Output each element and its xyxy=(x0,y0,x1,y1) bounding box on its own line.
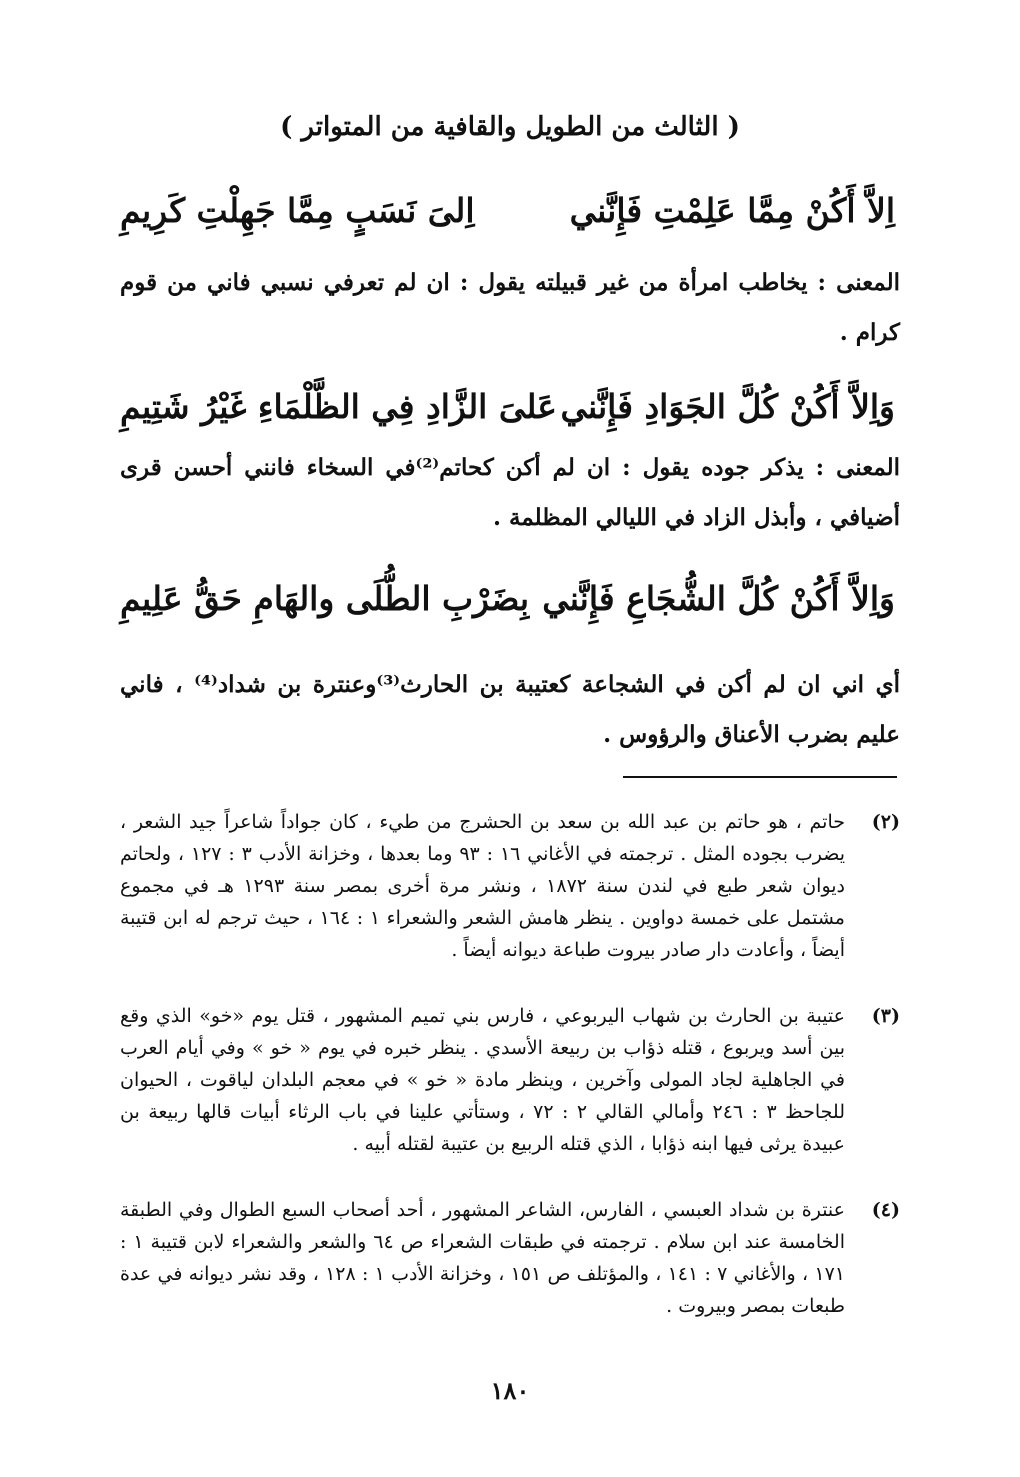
verse-3-first-hemistich: وَاِلاَّ أَكُنْ كُلَّ الشُّجَاعِ فَإِنَّني xyxy=(542,578,895,618)
meaning-1: المعنى : يخاطب امرأة من غير قبيلته يقول : ان لم تعرفي نسبي فاني من قوم كرام . xyxy=(120,269,900,346)
footnote-2-text: حاتم ، هو حاتم بن عبد الله بن سعد بن الحشرج من طيء ، كان جواداً شاعراً جيد الشعر ، يضرب بجوده المثل . ترجمته في الأغاني ١٦ : ٩٣ وما بعدها ، وخزانة الأدب ٣ : ١٢٧ ، ولحاتم ديوان شعر طبع في لندن سنة ١٨٧٢ ، ونشر مرة أخرى بمصر سنة ١٢٩٣ هـ في مجموع مشتمل على خمسة دواوين . ينظر هامش الشعر والشعراء ١ : ١٦٤ ، حيث ترجم له ابن قتيبة أيضاً ، وأعادت دار صادر بيروت طباعة ديوانه أيضاً . xyxy=(120,811,846,961)
footnote-2 xyxy=(120,806,900,966)
footnote-3 xyxy=(120,1000,900,1160)
meaning-2: المعنى : يذكر جوده يقول : ان لم أكن كحاتم⁽²⁾في السخاء فانني أحسن قرى أضيافي ، وأبذل الزاد في الليالي المظلمة . xyxy=(120,454,901,531)
meter-heading: ( الثالث من الطويل والقافية من المتواتر ) xyxy=(280,112,740,142)
footnote-2-number: (٢) xyxy=(871,811,900,833)
footnote-4 xyxy=(120,1194,900,1322)
verse-1-first-hemistich: اِلاَّ أَكُنْ مِمَّا عَلِمْتِ فَإِنَّني xyxy=(569,190,895,230)
footnote-3-number: (٣) xyxy=(871,1005,900,1027)
verse-2 xyxy=(120,376,895,436)
meaning-3: أي اني ان لم أكن في الشجاعة كعتيبة بن الحارث⁽³⁾وعنترة بن شداد⁽⁴⁾ ، فاني عليم بضرب الأعناق والرؤوس . xyxy=(120,671,900,748)
page-number: ١٨٠ xyxy=(490,1376,530,1405)
verse-3-second-hemistich: بِضَرْبِ الطُّلَى والهَامِ حَقُّ عَلِيمِ xyxy=(120,578,530,618)
verse-1 xyxy=(120,180,895,240)
verse-2-second-hemistich: عَلىَ الزَّادِ فِي الظَّلْمَاءِ غَيْرُ شَتِيمِ xyxy=(120,386,557,426)
footnote-4-text: عنترة بن شداد العبسي ، الفارس، الشاعر المشهور ، أحد أصحاب السبع الطوال وفي الطبقة الخامسة عند ابن سلام . ترجمته في طبقات الشعراء ص ٦٤ والشعر والشعراء لابن قتيبة ١ : ١٧١ ، والأغاني ٧ : ١٤١ ، والمؤتلف ص ١٥١ ، وخزانة الأدب ١ : ١٢٨ ، وقد نشر ديوانه في عدة طبعات بمصر وبيروت . xyxy=(120,1199,845,1317)
verse-3 xyxy=(120,568,895,628)
footnote-separator xyxy=(623,776,897,778)
verse-1-second-hemistich: اِلىَ نَسَبٍ مِمَّا جَهِلْتِ كَرِيمِ xyxy=(120,190,475,230)
footnote-3-text: عتيبة بن الحارث بن شهاب اليربوعي ، فارس بني تميم المشهور ، قتل يوم «خو» الذي وقع بين أسد ويربوع ، قتله ذؤاب بن ربيعة الأسدي . ينظر خبره في يوم « خو » وفي أيام العرب في الجاهلية لجاد المولى وآخرين ، وينظر مادة « خو » في معجم البلدان لياقوت ، الحيوان للجاحظ ٣ : ٢٤٦ وأمالي القالي ٢ : ٧٢ ، وستأتي علينا في باب الرثاء أبيات قالها ربيعة بن عبيدة يرثى فيها ابنه ذؤابا ، الذي قتله الربيع بن عتيبة لقتله أبيه . xyxy=(120,1005,846,1155)
footnote-4-number: (٤) xyxy=(871,1199,900,1221)
verse-2-first-hemistich: وَاِلاَّ أَكُنْ كُلَّ الجَوَادِ فَإِنَّني xyxy=(560,386,895,426)
